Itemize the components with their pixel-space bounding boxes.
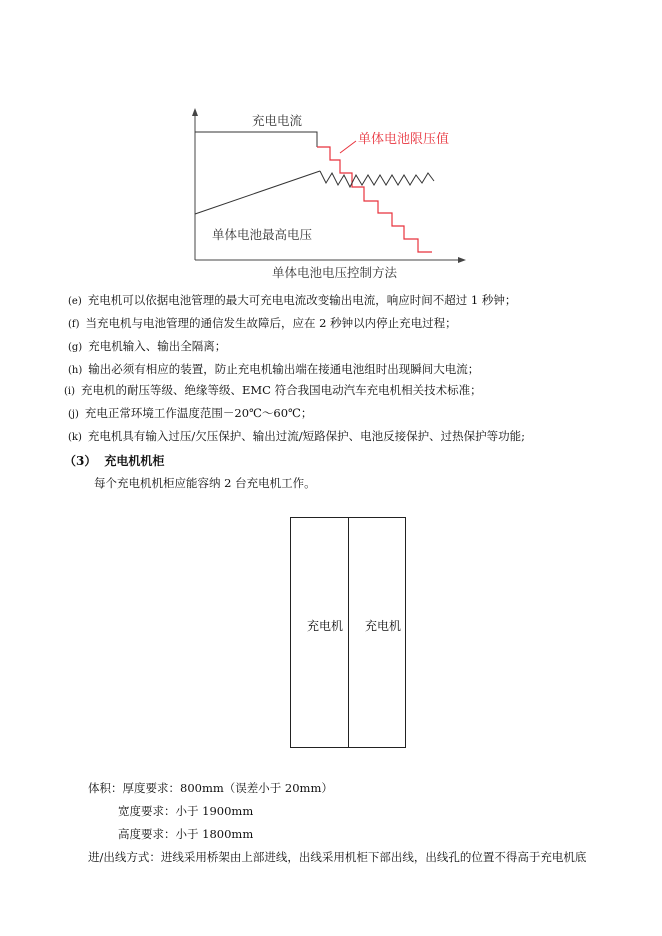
item-text: 充电机的耐压等级、绝缘等级、EMC 符合我国电动汽车充电机相关技术标准； — [81, 383, 482, 397]
item-marker: (h) — [68, 365, 83, 376]
item-text: 输出必须有相应的装置，防止充电机输出端在接通电池组时出现瞬间大电流； — [88, 362, 480, 376]
cabinet-diagram — [290, 517, 406, 748]
cabinet-divider — [348, 518, 349, 747]
list-item — [68, 361, 479, 379]
item-marker: (e) — [68, 296, 82, 307]
list-item — [68, 428, 525, 446]
max-voltage-label: 单体电池最高电压 — [212, 227, 313, 242]
spec-wiring: 进/出线方式：进线采用桥架由上部进线，出线采用机柜下部出线，出线孔的位置不得高于充电机底 — [88, 850, 587, 864]
spec-width: 宽度要求：小于 1900mm — [118, 804, 254, 818]
limit-label-leader — [340, 141, 356, 153]
max-voltage-line — [195, 171, 320, 214]
section-heading — [64, 452, 164, 469]
spec-height: 高度要求：小于 1800mm — [118, 827, 254, 841]
cabinet-right-unit: 充电机 — [365, 619, 402, 633]
section-number: （3） — [64, 454, 97, 468]
item-text: 充电机输入、输出全隔离； — [88, 339, 227, 353]
spec-depth: 体积：厚度要求：800mm（误差小于 20mm） — [88, 781, 333, 795]
item-text: 充电机可以依据电池管理的最大可充电电流改变输出电流，响应时间不超过 1 秒钟； — [87, 293, 517, 307]
list-item — [68, 405, 312, 423]
charge-current-line — [195, 132, 317, 147]
cabinet-left-unit: 充电机 — [307, 619, 344, 633]
item-marker: (g) — [68, 342, 83, 353]
item-text: 充电机具有输入过压/欠压保护、输出过流/短路保护、电池反接保护、过热保护等功能; — [87, 429, 525, 443]
voltage-control-diagram — [180, 105, 480, 285]
limit-voltage-label: 单体电池限压值 — [358, 132, 450, 147]
limit-voltage-staircase — [317, 147, 432, 252]
item-marker: (f) — [68, 319, 80, 330]
list-item — [68, 338, 226, 356]
item-marker: (j) — [68, 409, 79, 420]
section-title: 充电机机柜 — [104, 454, 165, 468]
item-text: 当充电机与电池管理的通信发生故障后，应在 2 秒钟以内停止充电过程； — [85, 316, 457, 330]
item-text: 充电正常环境工作温度范围－20℃～60℃； — [84, 406, 313, 420]
section-intro: 每个充电机机柜应能容纳 2 台充电机工作。 — [94, 476, 316, 490]
charge-current-label: 充电电流 — [252, 113, 303, 128]
y-axis-arrow — [192, 108, 198, 116]
voltage-sawtooth — [320, 171, 434, 187]
list-item — [68, 315, 457, 333]
list-item — [68, 292, 516, 310]
x-axis-arrow — [458, 257, 466, 263]
list-item — [64, 382, 482, 400]
item-marker: (k) — [68, 432, 82, 443]
diagram-caption: 单体电池电压控制方法 — [272, 265, 398, 280]
item-marker: (i) — [64, 386, 76, 397]
